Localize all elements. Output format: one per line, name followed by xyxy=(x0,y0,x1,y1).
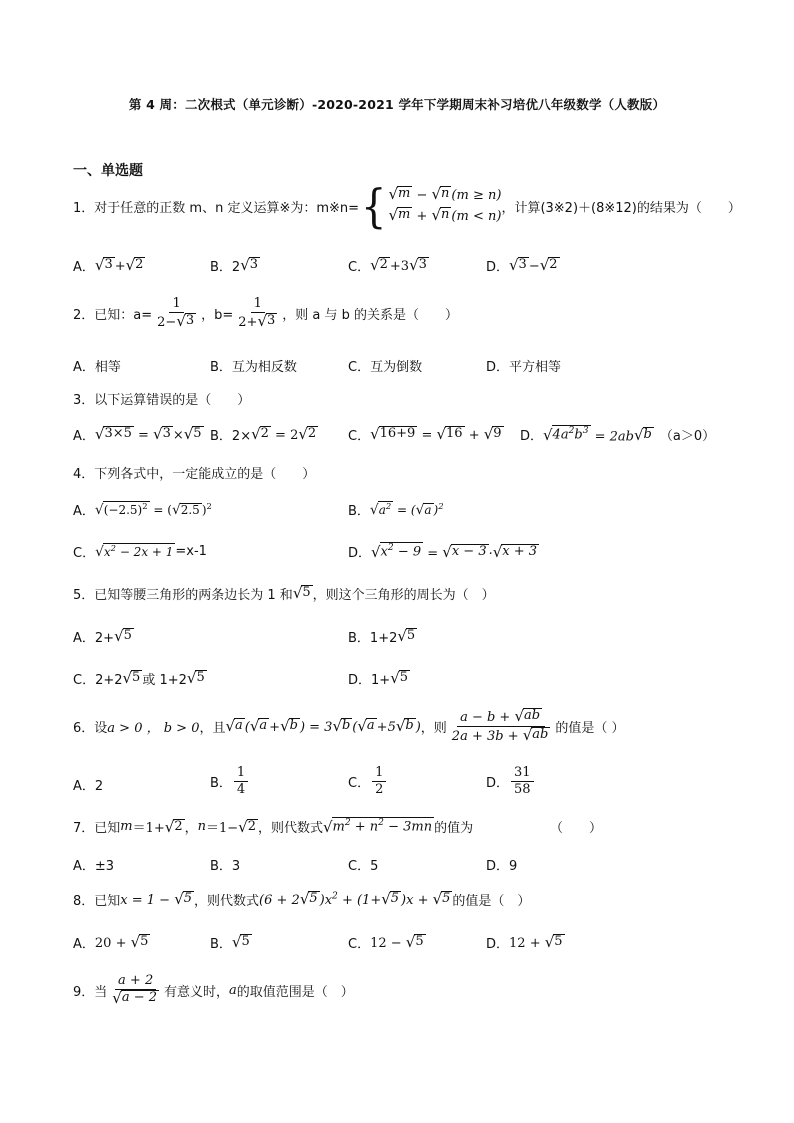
q1-brace: { xyxy=(361,180,387,234)
q2-option-c[interactable]: C．互为倒数 xyxy=(348,360,423,375)
q1-option-d[interactable]: D． √ 3 − √ 2 xyxy=(486,255,558,275)
q1-option-c[interactable]: C． √ 2 +3 √ 3 xyxy=(348,255,427,275)
q3-option-a[interactable]: A． √ 3×5 = √ 3 × √ 5 xyxy=(73,424,202,444)
q2-option-b[interactable]: B．互为相反数 xyxy=(210,360,297,375)
page-title: 第 4 周：二次根式（单元诊断）-2020-2021 学年下学期周末补习培优八年级数学（人教版） xyxy=(128,97,666,112)
q3-option-d[interactable]: D． √ $4a^2b^3$ = 2ab √ b （a＞0） xyxy=(520,426,716,445)
q7-blank: （ ） xyxy=(550,821,603,836)
q6-option-a[interactable]: A．2 xyxy=(73,779,104,794)
q3-option-c[interactable]: C． √ 16+9 = √ 16 + √ 9 xyxy=(348,424,502,444)
q1-option-a[interactable]: A． √ 3 + √ 2 xyxy=(73,255,144,275)
q1-stem: 1．对于任意的正数 m、n 定义运算※为：m※n= xyxy=(73,201,360,217)
q6-option-d[interactable]: D． $\frac{31}{58}$ xyxy=(486,765,536,799)
question-5: 5．已知等腰三角形的两条边长为 1 和 √ 5 ，则这个三角形的周长为（ ） xyxy=(73,583,495,603)
q1-cases: √ m − √ n (m ≥ n) √ m + √ n (m < n) xyxy=(388,185,502,224)
q5-option-b[interactable]: B．1+2 √ 5 xyxy=(348,626,416,646)
q3-option-b[interactable]: B．2× √ 2 = 2 √ 2 xyxy=(210,424,317,444)
q5-option-d[interactable]: D．1+ √ 5 xyxy=(348,668,408,688)
q6-option-b[interactable]: B． $\frac{1}{4}$ xyxy=(210,765,250,799)
question-3: 3．以下运算错误的是（ ） xyxy=(73,393,251,408)
question-2: 2．已知：a= 1 2− √ 3 ，b= 1 2+ √ 3 ，则 a 与 b 的关系是（ ） xyxy=(73,296,459,331)
q8-option-b[interactable]: B． √ 5 xyxy=(210,932,250,952)
q1-option-b[interactable]: B．2 √ 3 xyxy=(210,255,259,275)
q2-option-a[interactable]: A．相等 xyxy=(73,360,121,375)
q8-option-d[interactable]: D． 12 + √ 5 xyxy=(486,932,563,952)
question-4: 4．下列各式中，一定能成立的是（ ） xyxy=(73,467,316,482)
q8-option-a[interactable]: A． 20 + √ 5 xyxy=(73,932,149,952)
q4-option-c[interactable]: C． √ $x^2 - 2x + 1$ =x-1 xyxy=(73,543,207,561)
question-8: 8．已知 x = 1 − √ 5 ，则代数式 (6 + 2 √ 5 )$x^2 + (1+$ √ 5 )x + √ 5 的值是（ ） xyxy=(73,889,531,909)
q8-option-c[interactable]: C． 12 − √ 5 xyxy=(348,932,424,952)
question-9: 9．当 a + 2 √ a − 2 有意义时， a 的取值范围是（ ） xyxy=(73,973,354,1008)
q4-option-d[interactable]: D． √ $x^2 - 9$ = √ x − 3 · √ x + 3 xyxy=(348,543,538,562)
q5-option-a[interactable]: A．2+ √ 5 xyxy=(73,626,132,646)
q4-option-b[interactable]: B． √ $a^2$ = ( √ a )$^2$ xyxy=(348,501,444,519)
q7-option-c[interactable]: C．5 xyxy=(348,859,379,874)
q6-option-c[interactable]: C． $\frac{1}{2}$ xyxy=(348,765,388,799)
q1-stem-post: ，计算(3※2)＋(8※12)的结果为（ ） xyxy=(501,201,741,217)
question-7: 7．已知 m ＝1+ √ 2 ， n ＝1− √ 2 ，则代数式 √ $m^2 + n^2 - 3mn$ 的值为 xyxy=(73,818,474,837)
question-6: 6．设 a > 0 ， b > 0 ，且 √ a ( √ a + √ b ) = 3 √ b ( √ a +5 √ b ) ，则 a − b + √ ab 2a + 3b + √ ab 的值是（ ） xyxy=(73,706,625,745)
q4-option-a[interactable]: A． √ $(-2.5)^2$ = ( √ 2.5 )$^2$ xyxy=(73,501,212,519)
question-1 xyxy=(73,180,741,234)
q5-option-c[interactable]: C．2+2 √ 5 或 1+2 √ 5 xyxy=(73,668,205,688)
section-heading: 一、单选题 xyxy=(73,163,143,179)
q2-option-d[interactable]: D．平方相等 xyxy=(486,360,562,375)
q7-option-d[interactable]: D．9 xyxy=(486,859,518,874)
q7-option-a[interactable]: A．±3 xyxy=(73,859,115,874)
q7-option-b[interactable]: B．3 xyxy=(210,859,241,874)
